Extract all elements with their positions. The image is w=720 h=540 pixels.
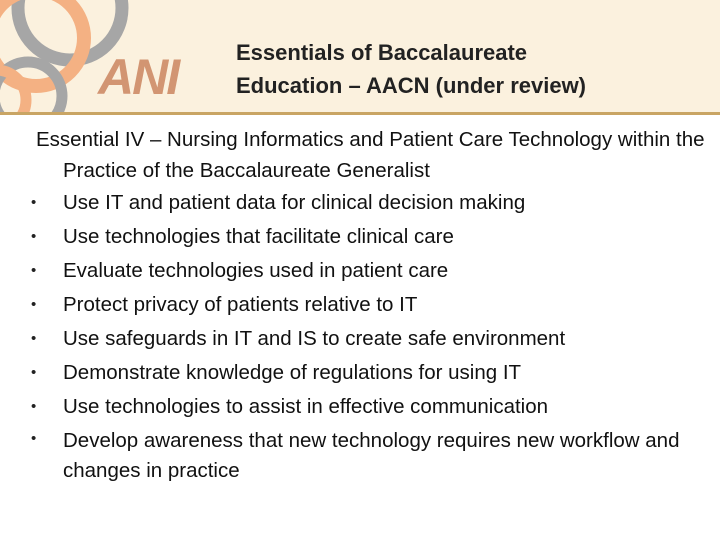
list-item xyxy=(31,424,706,486)
list-item-text: Protect privacy of patients relative to IT xyxy=(63,293,418,316)
title-line-2: Education – AACN (under review) xyxy=(236,73,587,98)
list-item xyxy=(31,288,706,322)
list-item-text: Use IT and patient data for clinical decision making xyxy=(63,191,526,214)
bullet-icon: • xyxy=(31,364,37,381)
title-line-1: Essentials of Baccalaureate xyxy=(236,40,528,65)
bullet-icon: • xyxy=(31,296,37,313)
ani-logo xyxy=(0,0,200,112)
bullet-icon: • xyxy=(31,262,37,279)
list-item xyxy=(31,322,706,356)
list-item-text: Evaluate technologies used in patient care xyxy=(63,259,449,282)
logo-text: ANI xyxy=(98,49,179,105)
header-divider xyxy=(0,112,720,115)
list-item xyxy=(31,220,706,254)
list-item xyxy=(31,356,706,390)
bullet-icon: • xyxy=(31,430,37,447)
list-item xyxy=(31,390,706,424)
slide-body xyxy=(31,124,706,486)
bullet-icon: • xyxy=(31,330,37,347)
bullet-icon: • xyxy=(31,194,37,211)
list-item xyxy=(31,186,706,220)
intro-text: Essential IV – Nursing Informatics and Patient Care Technology within the Practice of the Baccalaureate Generalist xyxy=(36,128,705,182)
list-item-text: Use technologies that facilitate clinical care xyxy=(63,225,454,248)
bullet-icon: • xyxy=(31,228,37,245)
list-item-text: Demonstrate knowledge of regulations for using IT xyxy=(63,361,522,384)
list-item-text: Develop awareness that new technology requires new workflow and changes in practice xyxy=(63,429,680,482)
bullet-icon: • xyxy=(31,398,37,415)
bullet-list xyxy=(31,186,706,486)
list-item-text: Use technologies to assist in effective communication xyxy=(63,395,549,418)
list-item xyxy=(31,254,706,288)
slide-title xyxy=(236,36,706,102)
list-item-text: Use safeguards in IT and IS to create safe environment xyxy=(63,327,566,350)
